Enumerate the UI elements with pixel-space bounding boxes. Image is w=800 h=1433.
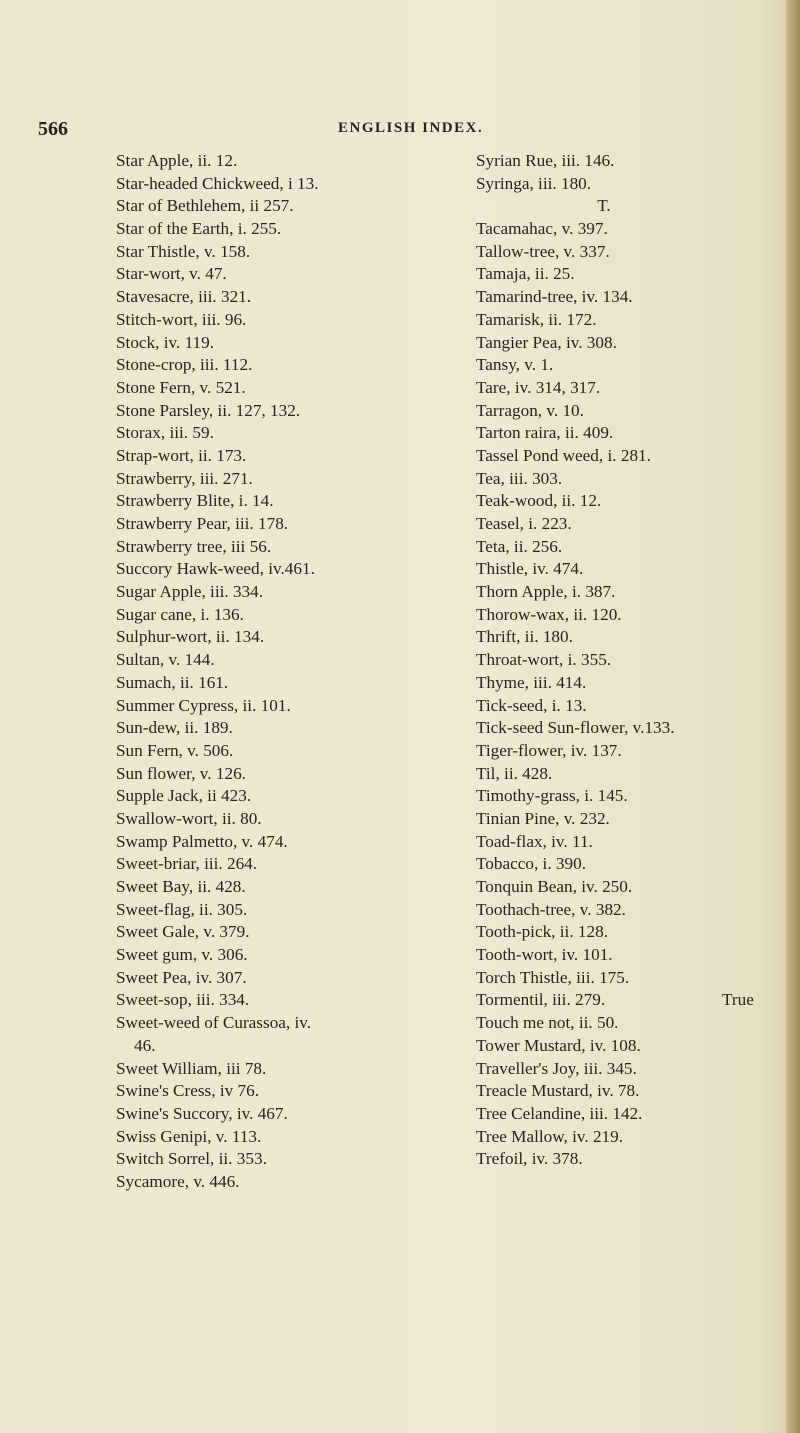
index-entry: Sweet Bay, ii. 428. (116, 877, 246, 896)
index-entry: Syringa, iii. 180. (476, 173, 592, 193)
index-entry: Tarragon, v. 10. (476, 400, 584, 420)
index-entry: Tick-seed, i. 13. (476, 695, 587, 715)
index-entry: Sumach, ii. 161. (116, 672, 229, 692)
index-entry: Strawberry, iii. 271. (116, 468, 253, 488)
index-entry: Teak-wood, ii. 12. (476, 491, 602, 511)
index-entry: Sun flower, v. 126. (116, 763, 246, 783)
running-head: ENGLISH INDEX. (338, 120, 484, 136)
index-entry: Torch Thistle, iii. 175. (476, 967, 630, 987)
index-entry: Thistle, iv. 474. (476, 559, 584, 579)
index-entry: Stone Parsley, ii. 127, 132. (116, 400, 301, 420)
index-entry: Sugar Apple, iii. 334. (116, 582, 264, 602)
index-entry: Switch Sorrel, ii. 353. (116, 1149, 267, 1169)
index-entry: Star of Bethlehem, ii 257. (116, 196, 294, 216)
index-entry: Throat-wort, i. 355. (476, 650, 612, 670)
index-entry: Stavesacre, iii. 321. (116, 287, 252, 307)
index-entry: Storax, iii. 59. (116, 423, 214, 443)
catchword: True (722, 990, 754, 1009)
index-entry: Tea, iii. 303. (476, 468, 563, 488)
index-entry: Star Apple, ii. 12. (116, 151, 238, 170)
index-entry: Treacle Mustard, iv. 78. (476, 1081, 640, 1101)
index-entry: Swine's Cress, iv 76. (116, 1081, 259, 1101)
index-entry: Stitch-wort, iii. 96. (116, 309, 247, 329)
index-entry: Syrian Rue, iii. 146. (476, 151, 615, 170)
index-entry: Tangier Pea, iv. 308. (476, 332, 617, 352)
index-entry: Sultan, v. 144. (116, 650, 215, 670)
index-entry: Strawberry tree, iii 56. (116, 536, 272, 556)
index-entry: Stone-crop, iii. 112. (116, 355, 253, 375)
index-entry: Sweet-briar, iii. 264. (116, 854, 258, 874)
index-entry: Succory Hawk-weed, iv.461. (116, 559, 315, 579)
index-entry: Sweet gum, v. 306. (116, 945, 248, 965)
page-edge (786, 0, 800, 1433)
index-entry: Tansy, v. 1. (476, 355, 554, 375)
index-entry: Tobacco, i. 390. (476, 854, 587, 874)
continuation-text: 46. (134, 1035, 156, 1055)
index-entry: Thorow-wax, ii. 120. (476, 604, 622, 624)
index-entry: Swiss Genipi, v. 113. (116, 1126, 262, 1146)
index-entry: Stock, iv. 119. (116, 332, 215, 352)
index-entry: Sun-dew, ii. 189. (116, 718, 233, 738)
index-entry: Trefoil, iv. 378. (476, 1149, 583, 1169)
index-entry: Thyme, iii. 414. (476, 672, 587, 692)
index-entry: Timothy-grass, i. 145. (476, 786, 628, 806)
index-column-right (476, 150, 776, 1171)
index-entry: Teasel, i. 223. (476, 514, 572, 533)
index-entry: Sweet-sop, iii. 334. (116, 990, 250, 1010)
index-entry: Tamarisk, ii. 172. (476, 309, 597, 329)
index-entry: Tamaja, ii. 25. (476, 264, 575, 284)
index-entry: Tower Mustard, iv. 108. (476, 1035, 641, 1055)
index-entry: Tinian Pine, v. 232. (476, 808, 610, 828)
index-entry: Tooth-pick, ii. 128. (476, 922, 608, 942)
index-entry: Tooth-wort, iv. 101. (476, 945, 613, 965)
index-entry: Tick-seed Sun-flower, v.133. (476, 718, 675, 738)
index-entry: Swamp Palmetto, v. 474. (116, 831, 288, 851)
index-entry: Strawberry Blite, i. 14. (116, 491, 274, 511)
index-entry: Swallow-wort, ii. 80. (116, 808, 262, 828)
index-entry: Sweet Gale, v. 379. (116, 922, 250, 942)
index-entry: Star Thistle, v. 158. (116, 241, 251, 261)
index-entry: Sugar cane, i. 136. (116, 604, 244, 624)
index-entry: Toad-flax, iv. 11. (476, 831, 593, 851)
index-entry: Toothach-tree, v. 382. (476, 899, 626, 919)
index-entry: Stone Fern, v. 521. (116, 377, 246, 397)
index-entry: Thrift, ii. 180. (476, 627, 573, 647)
index-entry: Tiger-flower, iv. 137. (476, 740, 622, 760)
page-header (0, 118, 800, 144)
index-entry: Tormentil, iii. 279. (476, 990, 606, 1010)
index-entry: Tare, iv. 314, 317. (476, 377, 601, 397)
index-entry: Star of the Earth, i. 255. (116, 219, 282, 239)
index-entry: Thorn Apple, i. 387. (476, 582, 616, 602)
index-entry: Supple Jack, ii 423. (116, 786, 252, 806)
index-entry: Strap-wort, ii. 173. (116, 445, 247, 465)
index-entry: Til, ii. 428. (476, 763, 553, 783)
index-entry: Star-headed Chickweed, i 13. (116, 173, 319, 193)
index-entry: Touch me not, ii. 50. (476, 1013, 619, 1033)
index-entry: Summer Cypress, ii. 101. (116, 695, 291, 715)
section-letter-heading: T. (597, 196, 611, 216)
index-entry: Sweet William, iii 78. (116, 1058, 267, 1078)
index-entry: Tassel Pond weed, i. 281. (476, 445, 651, 465)
index-entry: Sulphur-wort, ii. 134. (116, 627, 265, 647)
index-entry: Traveller's Joy, iii. 345. (476, 1058, 637, 1078)
index-entry: Tallow-tree, v. 337. (476, 241, 610, 261)
index-entry: Tonquin Bean, iv. 250. (476, 877, 633, 896)
index-entry: Tacamahac, v. 397. (476, 219, 608, 239)
page-number: 566 (38, 118, 68, 140)
index-entry: Swine's Succory, iv. 467. (116, 1103, 288, 1123)
index-entry: Teta, ii. 256. (476, 536, 563, 556)
index-entry: Tree Mallow, iv. 219. (476, 1126, 624, 1146)
index-entry: Sycamore, v. 446. (116, 1171, 240, 1191)
index-entry: Star-wort, v. 47. (116, 264, 227, 284)
index-entry: Tree Celandine, iii. 142. (476, 1103, 643, 1123)
index-entry: Strawberry Pear, iii. 178. (116, 514, 289, 533)
index-entry: Sweet-weed of Curassoa, iv. (116, 1013, 312, 1033)
index-entry: Sweet Pea, iv. 307. (116, 967, 247, 987)
index-entry: Sun Fern, v. 506. (116, 740, 234, 760)
index-entry: Sweet-flag, ii. 305. (116, 899, 248, 919)
index-entry: Tamarind-tree, iv. 134. (476, 287, 633, 307)
index-entry: Tarton raira, ii. 409. (476, 423, 614, 443)
index-entry-continuation (116, 1035, 446, 1058)
index-column-left (116, 150, 446, 1194)
